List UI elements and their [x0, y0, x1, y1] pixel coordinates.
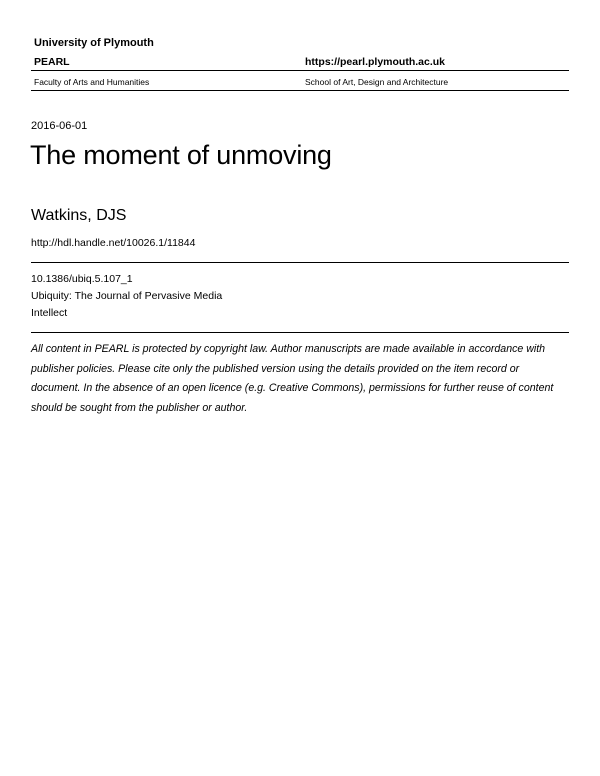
author-name: Watkins, DJS	[31, 207, 127, 224]
record-divider-bottom	[31, 332, 569, 333]
header-divider-top	[31, 70, 569, 71]
repository-name: PEARL	[34, 56, 70, 68]
record-divider-top	[31, 262, 569, 263]
copyright-notice-line: publisher policies. Please cite only the published version using the details provided on the item record or	[31, 362, 520, 375]
institution-name: University of Plymouth	[34, 37, 154, 49]
doi-link[interactable]: 10.1386/ubiq.5.107_1	[31, 273, 133, 285]
publisher-name: Intellect	[31, 307, 68, 319]
handle-link[interactable]: http://hdl.handle.net/10026.1/11844	[31, 237, 196, 249]
copyright-notice-line: should be sought from the publisher or author.	[31, 401, 248, 414]
journal-name: Ubiquity: The Journal of Pervasive Media	[31, 290, 223, 302]
school-name: School of Art, Design and Architecture	[305, 77, 449, 87]
repository-url-link[interactable]: https://pearl.plymouth.ac.uk	[305, 56, 446, 68]
copyright-notice-line: All content in PEARL is protected by copyright law. Author manuscripts are made available in accordance with	[31, 343, 546, 355]
document-title: The moment of unmoving	[30, 140, 332, 170]
copyright-notice	[31, 340, 571, 418]
publication-date: 2016-06-01	[31, 120, 88, 132]
copyright-notice-line: document. In the absence of an open licence (e.g. Creative Commons), permissions for further reuse of content	[31, 382, 554, 394]
faculty-name: Faculty of Arts and Humanities	[34, 77, 150, 87]
header-divider-bottom	[31, 90, 569, 91]
